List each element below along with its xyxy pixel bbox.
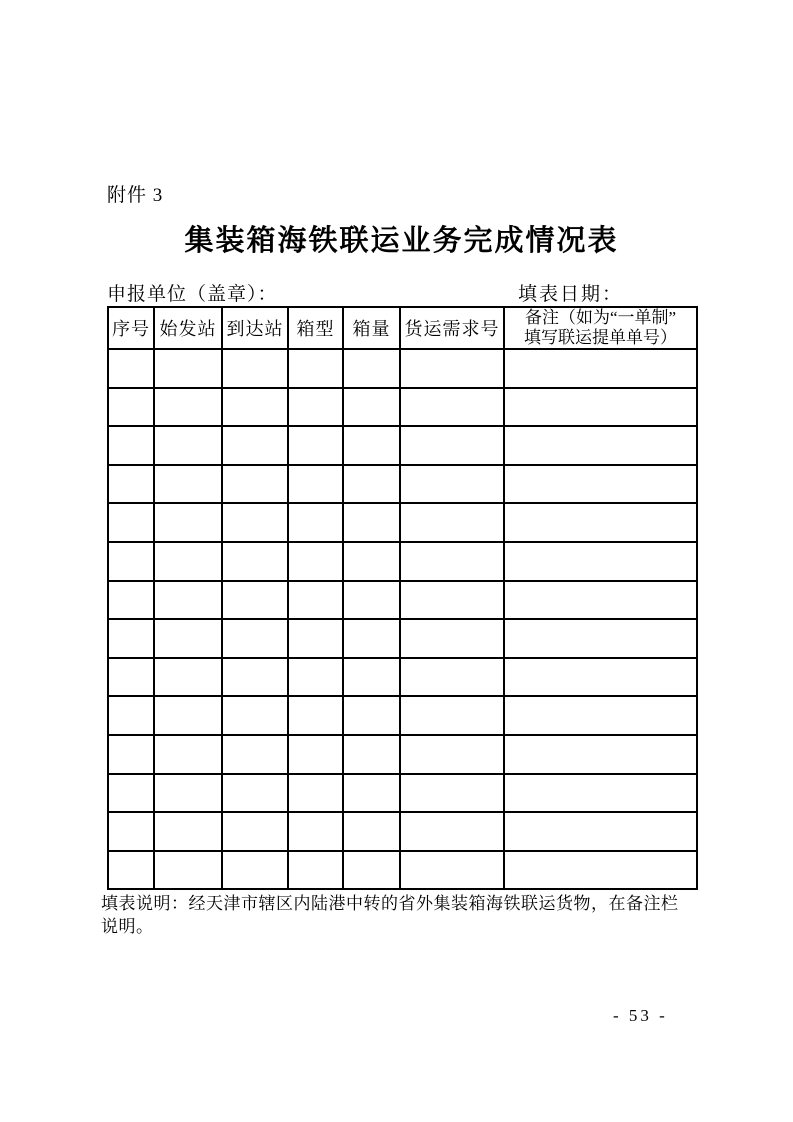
table-cell [222, 503, 288, 542]
table-cell [400, 503, 504, 542]
table-cell [288, 658, 343, 697]
table-cell [504, 774, 697, 813]
table-cell [108, 542, 154, 581]
header-remarks-line2: 填写联运提单单号） [524, 328, 677, 347]
table-cell [288, 503, 343, 542]
table-cell [400, 735, 504, 774]
table-cell [288, 696, 343, 735]
table-cell [154, 542, 222, 581]
table-row [108, 349, 697, 388]
table-cell [108, 851, 154, 890]
table-cell [343, 774, 400, 813]
table-cell [154, 696, 222, 735]
table-cell [108, 581, 154, 620]
note-line-2: 说明。 [101, 917, 154, 936]
table-row [108, 851, 697, 890]
table-cell [154, 658, 222, 697]
table-cell [154, 812, 222, 851]
table-cell [222, 735, 288, 774]
table-cell [343, 696, 400, 735]
table-cell [154, 465, 222, 504]
header-freight-demand-number: 货运需求号 [400, 307, 504, 349]
attachment-label: 附件 3 [107, 185, 164, 206]
table-cell [343, 426, 400, 465]
fill-date-label: 填表日期： [518, 284, 624, 305]
table-cell [154, 426, 222, 465]
table-cell [154, 619, 222, 658]
header-remarks-line1: 备注（如为“一单制” [524, 308, 677, 327]
table-row [108, 503, 697, 542]
table-row [108, 619, 697, 658]
table-cell [343, 812, 400, 851]
table-cell [504, 619, 697, 658]
table-cell [400, 619, 504, 658]
table-cell [343, 388, 400, 427]
note-line-1: 填表说明：经天津市辖区内陆港中转的省外集装箱海铁联运货物，在备注栏 [101, 894, 679, 913]
table-cell [154, 851, 222, 890]
table-cell [108, 465, 154, 504]
table-cell [400, 658, 504, 697]
table-cell [504, 542, 697, 581]
header-serial-number: 序号 [108, 307, 154, 349]
page-title: 集装箱海铁联运业务完成情况表 [184, 225, 619, 257]
table-cell [504, 426, 697, 465]
table-cell [288, 619, 343, 658]
meta-row [0, 279, 793, 303]
table-cell [222, 696, 288, 735]
table-cell [222, 388, 288, 427]
fill-instruction-note [101, 892, 701, 938]
table-cell [108, 774, 154, 813]
table-cell [504, 851, 697, 890]
table-cell [343, 349, 400, 388]
page-number: - 53 - [613, 1006, 668, 1025]
header-remarks [504, 307, 697, 349]
table-cell [222, 426, 288, 465]
table-row [108, 774, 697, 813]
table-cell [288, 581, 343, 620]
table-cell [288, 465, 343, 504]
table-cell [343, 542, 400, 581]
table-row [108, 426, 697, 465]
table-cell [400, 465, 504, 504]
table-cell [400, 851, 504, 890]
table-row [108, 735, 697, 774]
table-row [108, 812, 697, 851]
table-cell [108, 426, 154, 465]
table-cell [504, 388, 697, 427]
declaring-unit-label: 申报单位（盖章）： [107, 284, 278, 305]
table-cell [154, 349, 222, 388]
table-header-row [108, 307, 697, 349]
table-cell [504, 658, 697, 697]
table-row [108, 581, 697, 620]
header-container-volume: 箱量 [343, 307, 400, 349]
table-cell [400, 349, 504, 388]
table-cell [108, 503, 154, 542]
table-cell [288, 426, 343, 465]
table-cell [400, 426, 504, 465]
table-cell [222, 349, 288, 388]
table-cell [288, 349, 343, 388]
table-cell [343, 503, 400, 542]
completion-form-table [107, 306, 698, 890]
table-cell [343, 735, 400, 774]
table-cell [108, 696, 154, 735]
table-cell [222, 658, 288, 697]
table-row [108, 658, 697, 697]
table-cell [108, 658, 154, 697]
table-cell [343, 851, 400, 890]
table-cell [154, 735, 222, 774]
table-cell [222, 851, 288, 890]
table-cell [343, 619, 400, 658]
table-cell [504, 812, 697, 851]
table-cell [400, 581, 504, 620]
table-cell [400, 812, 504, 851]
table-cell [504, 503, 697, 542]
table-cell [400, 388, 504, 427]
table-cell [400, 696, 504, 735]
table-cell [108, 349, 154, 388]
table-cell [154, 774, 222, 813]
table-cell [343, 658, 400, 697]
table-cell [288, 812, 343, 851]
table-row [108, 465, 697, 504]
table-cell [154, 581, 222, 620]
table-cell [222, 465, 288, 504]
table-cell [504, 581, 697, 620]
table-cell [108, 735, 154, 774]
table-row [108, 542, 697, 581]
table-cell [288, 774, 343, 813]
table-cell [504, 465, 697, 504]
header-container-type: 箱型 [288, 307, 343, 349]
table-cell [504, 696, 697, 735]
table-cell [288, 542, 343, 581]
table-cell [343, 581, 400, 620]
table-cell [154, 388, 222, 427]
table-cell [222, 619, 288, 658]
table-cell [108, 812, 154, 851]
table-cell [108, 388, 154, 427]
table-cell [222, 542, 288, 581]
table-cell [222, 581, 288, 620]
table-cell [108, 619, 154, 658]
table-cell [343, 465, 400, 504]
table-cell [288, 851, 343, 890]
table-cell [222, 812, 288, 851]
table-cell [400, 542, 504, 581]
table-row [108, 388, 697, 427]
table-cell [288, 388, 343, 427]
table-cell [222, 774, 288, 813]
table-cell [400, 774, 504, 813]
table-cell [154, 503, 222, 542]
table-cell [504, 349, 697, 388]
table-cell [288, 735, 343, 774]
header-origin-station: 始发站 [154, 307, 222, 349]
header-arrival-station: 到达站 [222, 307, 288, 349]
table-cell [504, 735, 697, 774]
table-row [108, 696, 697, 735]
